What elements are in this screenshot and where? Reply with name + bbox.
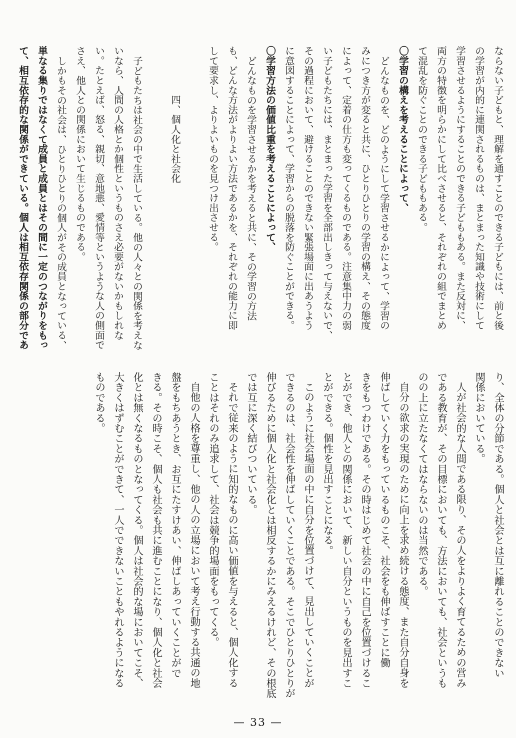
text-line: によって、定着の仕方も変ってくるものである。注意集中力の弱 (340, 46, 351, 331)
text-line: 伸びるために個人化と社会化とは相反するかにみえるけれど、その根底 (264, 372, 275, 699)
text-line: 自他の人格を尊重し、他の人の立場において考え行動する共通の地 (188, 382, 199, 689)
text-line: も、どんな方法がよりよい方法であるかを、それぞれの能力に即 (226, 46, 237, 331)
page-number: — 33 — (233, 716, 283, 729)
text-line: きる。その時こそ、個人も社会も共に進むことになり、個人化と社会 (150, 372, 161, 689)
text-line: しかもその社会は、ひとりひとりの個人がその成員となっている、 (55, 55, 66, 350)
subheading-line: 〇学習の構えを考えることによって、 (397, 46, 408, 213)
text-line: とができ、他人との関係において、新しい自分というものを見出すこ (340, 372, 351, 689)
text-line: 関係においている。 (473, 372, 484, 464)
text-line: い。たとえば、怒る、親切、意地悪、愛情等というような人の側面で (93, 46, 104, 350)
lower-text-block (89, 372, 507, 710)
text-line: のの上に立たなくてはならないのは当然である。 (416, 372, 427, 597)
text-line: である教育が、その目標においても、方法においても、社会というも (435, 372, 446, 689)
text-line: その過程において、避けることのできない緊張場面に出あうよう (302, 46, 313, 331)
text-line: 人が社会的な人間である限り、その人をよりよく育てるための営み (454, 382, 465, 689)
text-line: 単なる集りではなくて成員と成員とはその間に一定のつながりをもっ (36, 46, 47, 350)
subheading-line: 〇学習方法の価値比重を考えることによって、 (264, 46, 275, 252)
text-line: 大きくはずむことができて、一人でできないこともやれるようになる (112, 372, 123, 689)
text-line: い子どもたちには、まとまった学習を全部出しきって与えないで、 (321, 46, 332, 340)
text-line: さえ、他人との関係において生じるものである。 (74, 46, 85, 262)
text-line: それで従来のように知的なものに高い価値を与えると、個人化する (226, 382, 237, 689)
text-line: の学習が内的に連関されるものは、まとまった知識や技術にして (473, 46, 484, 331)
text-line: どんなものを、どのようにして学習させるかによって、学習の (378, 55, 389, 331)
text-line: どんなものを学習させるかを考えると共に、その学習の方法 (245, 55, 256, 321)
text-line: 伸ばしていく力をもっているものこそ、社会をも伸ばすことに働 (378, 372, 389, 668)
text-line: みにつき方が変ると共に、ひとりひとりの学習の構え、その態度 (359, 46, 370, 331)
text-line: ならない子どもと、理解を通すことのできる子どもには、前と後 (492, 46, 503, 331)
text-line: では互に深く結びついている。 (245, 372, 256, 515)
text-line: とができる。個性を見出すことになる。 (321, 372, 332, 556)
text-line: 盤をもちあうとき、お互にたすけあい、伸ばしあっていくことがで (169, 372, 180, 678)
text-line: り、全体の分節である。個人と社会とは互に離れることのできない (492, 372, 503, 678)
text-line: 自分の欲求の実現のために向上を求め続ける態度、また自分自身を (397, 382, 408, 689)
text-line: に意図することによって、学習からの脱落を防ぐことができる。 (283, 46, 294, 331)
text-line: 両方の特徴を明らかにして比べさせると、それぞれの組でまとめ (435, 46, 446, 331)
text-line: ものである。 (93, 372, 104, 434)
text-line: 学習させるようにすることのできる子どももある。また反対に、 (454, 46, 465, 331)
text-line: て混乱を防ぐことのできる子どももある。 (416, 46, 427, 233)
section-heading: 四、個人化と社会化 (169, 95, 180, 184)
text-line: て、相互依存的な関係ができている。個人は相互依存関係の部分であ (17, 46, 28, 350)
text-line: できるのは、社会性を伸ばしていくことである。そこでひとりひとりが (283, 372, 294, 699)
text-line: して要求し、よりよいものを見つけ出させる。 (207, 46, 218, 252)
text-line: いなら、人間の人格とか個性というものさえ必要がないかもしれな (112, 46, 123, 340)
upper-text-block (13, 46, 507, 368)
text-line: 化とは無くなるものとなってくる。個人は社会的な場においてこそ、 (131, 372, 142, 689)
text-line: 子どもたちは社会の中で生活している。他の人々との関係を考えな (131, 55, 142, 350)
text-line: このように社会場面の中に自分を位置づけて、見出していくことが (302, 382, 313, 689)
text-line: きをもつわけである。その時はじめて社会の中に自己を位置づけるこ (359, 372, 370, 689)
blank-line (146, 46, 165, 368)
blank-line (184, 46, 203, 368)
text-line: ことはそれのみ追求して、社会は競争的場面をもってくる。 (207, 372, 218, 648)
